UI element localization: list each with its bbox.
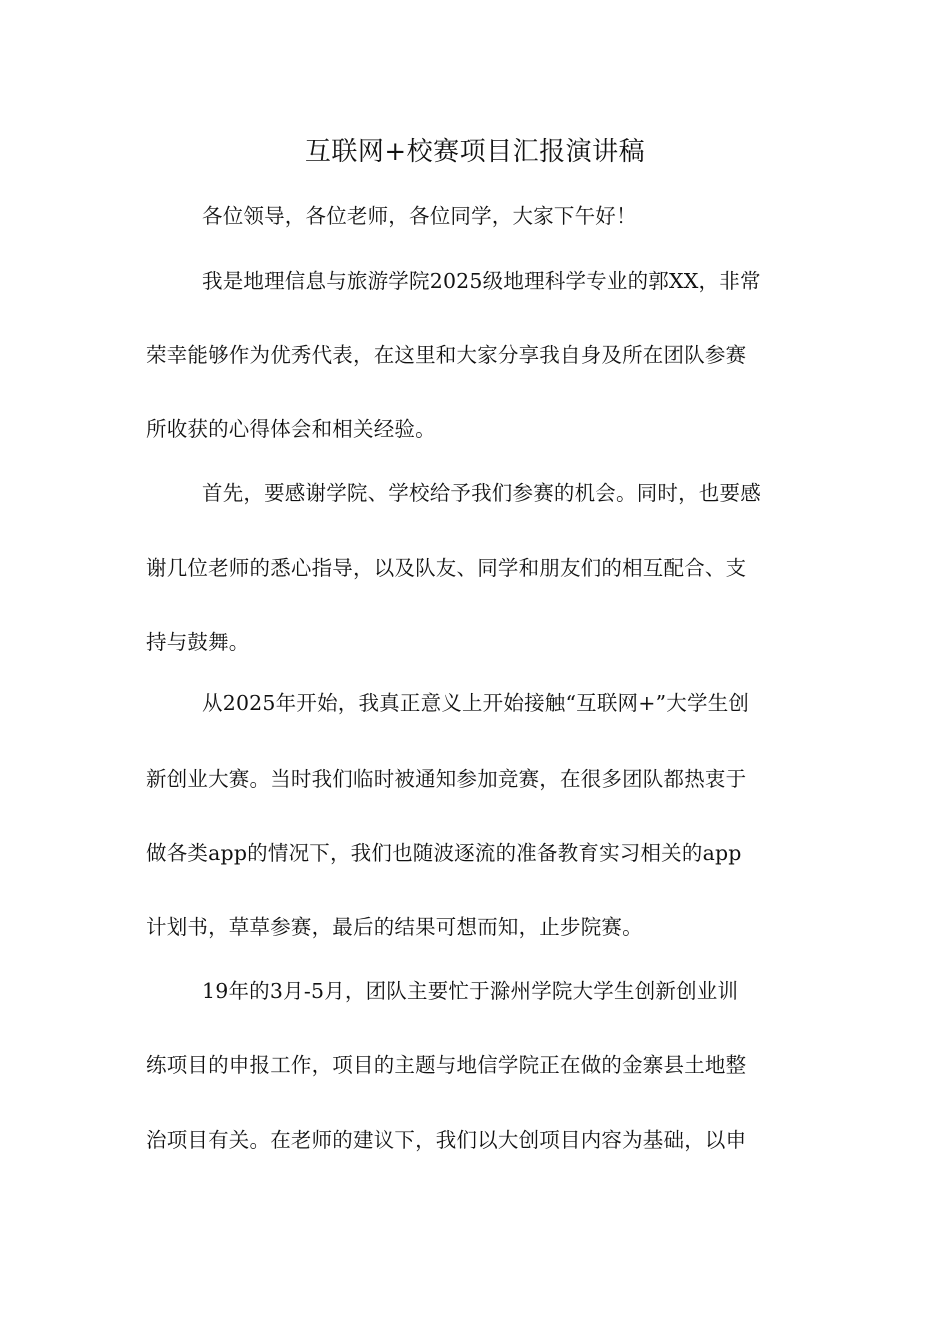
paragraph-history-line-4: 计划书，草草参赛，最后的结果可想而知，止步院赛。 xyxy=(146,915,643,939)
paragraph-history-line-3: 做各类app的情况下，我们也随波逐流的准备教育实习相关的app xyxy=(146,841,742,865)
paragraph-intro-line-1: 我是地理信息与旅游学院2025级地理科学专业的郭XX，非常 xyxy=(202,269,761,293)
paragraph-project-line-1: 19年的3月-5月，团队主要忙于滁州学院大学生创新创业训 xyxy=(202,979,739,1003)
paragraph-intro-line-3: 所收获的心得体会和相关经验。 xyxy=(146,417,436,441)
paragraph-intro-line-2: 荣幸能够作为优秀代表，在这里和大家分享我自身及所在团队参赛 xyxy=(146,343,747,367)
paragraph-project-line-3: 治项目有关。在老师的建议下，我们以大创项目内容为基础，以申 xyxy=(146,1128,747,1152)
document-title: 互联网+校赛项目汇报演讲稿 xyxy=(304,137,646,167)
paragraph-thanks-line-2: 谢几位老师的悉心指导，以及队友、同学和朋友们的相互配合、支 xyxy=(146,556,747,580)
paragraph-project-line-2: 练项目的申报工作，项目的主题与地信学院正在做的金寨县土地整 xyxy=(146,1053,747,1077)
paragraph-history-line-2: 新创业大赛。当时我们临时被通知参加竞赛，在很多团队都热衷于 xyxy=(146,767,747,791)
paragraph-thanks-line-3: 持与鼓舞。 xyxy=(146,630,250,654)
paragraph-thanks-line-1: 首先，要感谢学院、学校给予我们参赛的机会。同时，也要感 xyxy=(202,481,761,505)
paragraph-history-line-1: 从2025年开始，我真正意义上开始接触“互联网+”大学生创 xyxy=(202,691,750,715)
paragraph-greeting-line: 各位领导，各位老师，各位同学，大家下午好！ xyxy=(202,204,637,228)
